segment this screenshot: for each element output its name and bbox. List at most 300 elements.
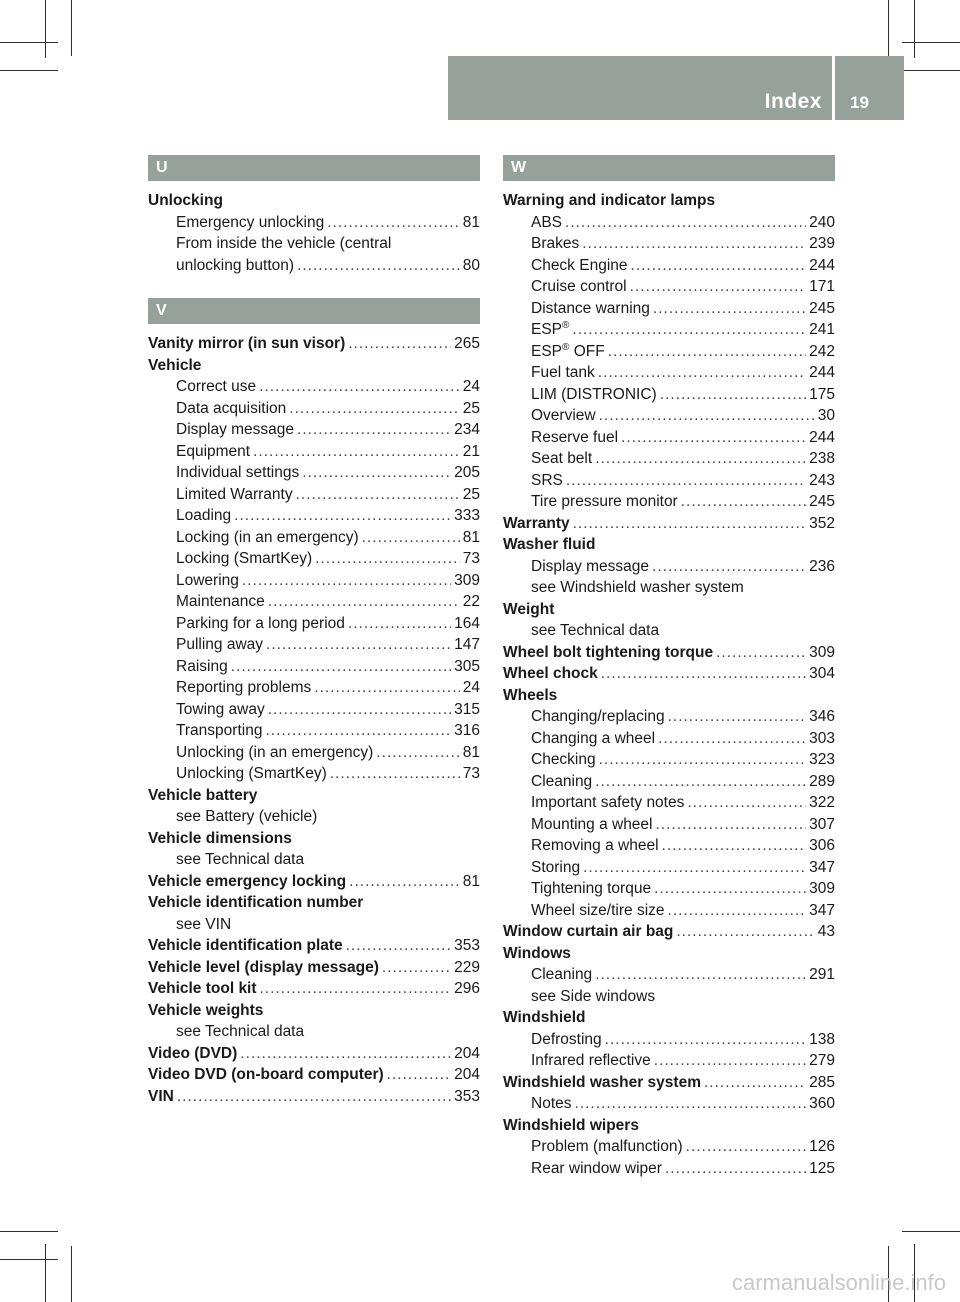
page-reference[interactable]: 303	[809, 729, 835, 747]
entry-label: Individual settings	[176, 464, 300, 481]
entry-label: see Technical data	[531, 622, 660, 639]
entry-text	[531, 1158, 662, 1180]
dot-leader	[621, 427, 806, 449]
page-reference[interactable]: 304	[809, 665, 835, 682]
index-subentry[interactable]	[503, 491, 835, 513]
page-reference[interactable]: 234	[454, 421, 480, 438]
dot-leader	[296, 484, 460, 506]
index-subentry[interactable]	[148, 212, 480, 234]
entry-text	[531, 341, 605, 363]
index-subentry[interactable]	[503, 276, 835, 298]
index-subentry[interactable]	[503, 706, 835, 728]
entry-text	[531, 405, 596, 427]
page-reference[interactable]: 245	[809, 493, 835, 510]
dot-leader	[573, 513, 807, 535]
page-reference[interactable]: 307	[809, 815, 835, 833]
entry-label: Vehicle identification plate	[148, 937, 343, 954]
page-reference[interactable]: 309	[454, 571, 480, 589]
index-entry	[503, 1007, 835, 1029]
entry-label: Problem (malfunction)	[531, 1138, 683, 1155]
entry-text	[503, 601, 554, 618]
index-subentry[interactable]	[503, 728, 835, 750]
entry-text	[531, 470, 563, 492]
entry-text	[148, 1064, 384, 1086]
index-subentry[interactable]	[503, 255, 835, 277]
page-reference[interactable]: 243	[809, 471, 835, 489]
entry-label: Cleaning	[531, 772, 593, 790]
page-reference[interactable]: 239	[809, 235, 835, 252]
index-subentry[interactable]	[148, 505, 480, 527]
dot-leader	[599, 405, 815, 427]
dot-leader	[253, 441, 460, 463]
dot-leader	[268, 591, 460, 613]
index-subentry[interactable]	[148, 656, 480, 678]
page-reference[interactable]: 236	[809, 557, 835, 575]
page-reference[interactable]: 265	[454, 335, 480, 352]
entry-text	[148, 1002, 263, 1019]
page-reference[interactable]: 24	[462, 679, 480, 696]
index-subentry[interactable]	[503, 556, 835, 578]
entry-label: Wheel size/tire size	[531, 901, 665, 919]
entry-text	[531, 255, 628, 277]
entry-text	[176, 763, 327, 785]
entry-text	[531, 212, 562, 234]
index-subentry[interactable]	[503, 233, 835, 255]
entry-label: Data acquisition	[176, 399, 287, 417]
page-reference[interactable]: 25	[462, 485, 480, 503]
entry-label: Changing/replacing	[531, 708, 665, 725]
page-reference[interactable]: 244	[809, 364, 835, 381]
index-entry[interactable]	[503, 663, 835, 685]
entry-label: unlocking button)	[176, 256, 295, 274]
page-reference[interactable]: 360	[809, 1095, 835, 1112]
entry-label: Vehicle dimensions	[148, 829, 292, 847]
index-subentry[interactable]	[503, 900, 835, 922]
page-title: Index	[764, 90, 822, 113]
entry-label: Limited Warranty	[176, 485, 293, 503]
entry-text	[531, 900, 665, 922]
index-subentry[interactable]	[148, 484, 480, 506]
dot-leader	[582, 233, 806, 255]
section-gap	[148, 276, 480, 298]
page-reference[interactable]: 204	[454, 1044, 480, 1062]
entry-text	[531, 792, 684, 814]
page-reference[interactable]: 242	[809, 342, 835, 360]
entry-text	[503, 1117, 639, 1134]
index-entry	[503, 943, 835, 965]
entry-label: Vehicle level (display message)	[148, 958, 379, 976]
entry-label: see VIN	[176, 915, 232, 933]
entry-label: Check Engine	[531, 256, 628, 274]
page-reference[interactable]: 279	[809, 1052, 835, 1069]
index-entry	[148, 892, 480, 914]
entry-label: ESP	[531, 342, 563, 360]
index-subentry[interactable]	[503, 427, 835, 449]
index-subentry[interactable]	[148, 398, 480, 420]
dot-leader	[575, 1093, 807, 1115]
entry-text	[176, 1023, 304, 1040]
entry-text	[148, 1086, 174, 1108]
crop-mark	[0, 1231, 58, 1232]
entry-text	[176, 235, 391, 252]
page-reference[interactable]: 22	[462, 593, 480, 610]
index-subentry[interactable]	[503, 771, 835, 793]
index-subentry[interactable]	[148, 634, 480, 656]
entry-text	[176, 255, 294, 277]
entry-text	[176, 656, 228, 678]
entry-text	[176, 570, 239, 592]
page-reference[interactable]: 316	[454, 722, 480, 739]
index-subentry[interactable]	[148, 548, 480, 570]
index-subentry[interactable]	[148, 419, 480, 441]
entry-label: Video DVD (on-board computer)	[148, 1066, 384, 1083]
dot-leader	[348, 333, 451, 355]
page-reference[interactable]: 291	[809, 966, 835, 983]
dot-leader	[630, 276, 807, 298]
page-reference[interactable]: 43	[817, 923, 835, 940]
index-entry[interactable]	[148, 935, 480, 957]
index-entry	[148, 828, 480, 850]
entry-label: Vehicle identification number	[148, 894, 364, 911]
entry-text	[176, 398, 286, 420]
index-subentry[interactable]	[503, 964, 835, 986]
crop-mark	[71, 1246, 72, 1302]
entry-text	[176, 441, 250, 463]
index-entry[interactable]	[148, 1043, 480, 1065]
entry-label: Brakes	[531, 235, 580, 252]
entry-label: Notes	[531, 1095, 572, 1112]
index-subentry[interactable]	[503, 448, 835, 470]
index-subentry[interactable]	[503, 1050, 835, 1072]
dot-leader	[268, 699, 451, 721]
entry-label: Vehicle battery	[148, 786, 258, 804]
index-subentry	[148, 914, 480, 936]
entry-label: Unlocking	[148, 192, 223, 209]
index-subentry[interactable]	[503, 212, 835, 234]
entry-label: ESP	[531, 321, 563, 338]
entry-label: Equipment	[176, 442, 251, 460]
page-reference[interactable]: 305	[454, 657, 480, 675]
entry-text	[176, 808, 317, 825]
index-entry[interactable]	[148, 1086, 480, 1108]
entry-label: Windshield washer system	[503, 1073, 701, 1091]
index-entry[interactable]	[503, 513, 835, 535]
dot-leader	[681, 491, 806, 513]
entry-text	[531, 835, 659, 857]
entry-text	[531, 427, 618, 449]
page-reference[interactable]: 347	[809, 901, 835, 919]
dot-leader	[686, 1136, 807, 1158]
page-reference[interactable]: 80	[462, 256, 480, 274]
dot-leader	[676, 921, 814, 943]
dot-leader	[653, 298, 806, 320]
dot-leader	[242, 570, 451, 592]
entry-text	[148, 1043, 237, 1065]
entry-text	[531, 1029, 602, 1051]
page-reference[interactable]: 81	[462, 872, 480, 890]
index-subentry[interactable]	[503, 1029, 835, 1051]
page-reference[interactable]: 244	[809, 256, 835, 274]
entry-text	[176, 212, 324, 234]
crop-mark	[0, 70, 58, 71]
entry-label: LIM (DISTRONIC)	[531, 385, 657, 403]
page-reference[interactable]: 309	[809, 643, 835, 661]
entry-text	[531, 1050, 651, 1072]
dot-leader	[234, 505, 451, 527]
page-reference[interactable]: 241	[809, 321, 835, 338]
index-subentry[interactable]	[503, 319, 835, 341]
page-reference[interactable]: 306	[809, 837, 835, 854]
entry-label: Changing a wheel	[531, 729, 656, 747]
dot-leader	[656, 814, 807, 836]
index-column-right	[503, 155, 835, 1179]
entry-label: Tightening torque	[531, 880, 652, 897]
page-reference[interactable]: 285	[809, 1073, 835, 1091]
entry-text	[148, 978, 257, 1000]
page-reference[interactable]: 333	[454, 507, 480, 524]
page-reference[interactable]: 289	[809, 772, 835, 790]
index-subentry[interactable]	[503, 341, 835, 363]
dot-leader	[177, 1086, 451, 1108]
entry-label: Display message	[176, 421, 295, 438]
index-subentry[interactable]	[503, 749, 835, 771]
page-reference[interactable]: 126	[809, 1138, 835, 1155]
page-reference[interactable]: 353	[454, 1087, 480, 1105]
page-reference[interactable]: 353	[454, 937, 480, 954]
page-reference[interactable]: 81	[462, 743, 480, 761]
dot-leader	[631, 255, 807, 277]
index-subentry[interactable]	[503, 298, 835, 320]
dot-leader	[259, 376, 460, 398]
dot-leader	[660, 384, 806, 406]
entry-label: Important safety notes	[531, 794, 685, 811]
entry-text	[176, 591, 265, 613]
entry-text	[148, 935, 343, 957]
dot-leader	[240, 1043, 451, 1065]
entry-label: Fuel tank	[531, 364, 595, 381]
entry-label: Overview	[531, 407, 596, 424]
index-subentry[interactable]	[503, 384, 835, 406]
dot-leader	[704, 1072, 806, 1094]
index-subentry[interactable]	[148, 441, 480, 463]
index-entry[interactable]	[503, 642, 835, 664]
page-reference[interactable]: 204	[454, 1066, 480, 1083]
index-subentry[interactable]	[148, 742, 480, 764]
entry-label: Video (DVD)	[148, 1044, 238, 1062]
page-reference[interactable]: 147	[454, 636, 480, 653]
dot-leader	[668, 900, 807, 922]
section-letter-header: V	[148, 298, 480, 324]
dot-leader	[566, 470, 806, 492]
entry-text	[531, 1136, 683, 1158]
index-subentry[interactable]	[148, 677, 480, 699]
index-column-left	[148, 155, 480, 1107]
entry-text	[503, 642, 713, 664]
watermark: carmanualsonline.info	[731, 1270, 946, 1295]
page-reference[interactable]: 175	[809, 385, 835, 403]
index-entry	[503, 685, 835, 707]
entry-text	[148, 333, 345, 355]
index-entry[interactable]	[503, 921, 835, 943]
dot-leader	[362, 527, 460, 549]
entry-label: VIN	[148, 1087, 174, 1105]
entry-text	[531, 319, 569, 341]
index-subentry[interactable]	[148, 763, 480, 785]
index-entry[interactable]	[148, 978, 480, 1000]
index-subentry[interactable]	[503, 362, 835, 384]
crop-mark	[45, 1244, 46, 1302]
entry-label: Vehicle tool kit	[148, 980, 257, 997]
dot-leader	[387, 1064, 451, 1086]
entry-text	[503, 1072, 701, 1094]
page-reference[interactable]: 238	[809, 450, 835, 467]
page-reference[interactable]: 323	[809, 751, 835, 768]
index-subentry[interactable]	[503, 470, 835, 492]
entry-label: Correct use	[176, 378, 257, 395]
entry-label: Lowering	[176, 571, 239, 589]
dot-leader	[595, 771, 806, 793]
index-subentry[interactable]	[148, 527, 480, 549]
entry-text	[148, 871, 346, 893]
index-subentry[interactable]	[148, 462, 480, 484]
entry-label: Reserve fuel	[531, 428, 619, 446]
entry-text	[176, 851, 304, 868]
entry-label: Cruise control	[531, 278, 627, 295]
dot-leader	[572, 319, 806, 341]
dot-leader	[687, 792, 806, 814]
entry-text	[503, 513, 570, 535]
entry-text	[531, 362, 595, 384]
entry-label: Pulling away	[176, 636, 264, 653]
page-reference[interactable]: 240	[809, 213, 835, 231]
entry-label: Locking (in an emergency)	[176, 528, 359, 546]
page-reference[interactable]: 81	[462, 213, 480, 231]
index-subentry	[148, 849, 480, 871]
index-subentry	[503, 986, 835, 1008]
entry-text	[176, 720, 262, 742]
page-reference[interactable]: 309	[809, 880, 835, 897]
dot-leader	[595, 448, 806, 470]
index-entry[interactable]	[503, 1072, 835, 1094]
entry-label: Tire pressure monitor	[531, 493, 678, 510]
entry-label: Reporting problems	[176, 679, 312, 696]
page-reference[interactable]: 81	[462, 528, 480, 546]
entry-text	[531, 988, 655, 1005]
page-reference[interactable]: 30	[817, 407, 835, 424]
entry-label: Wheel bolt tightening torque	[503, 643, 714, 661]
index-subentry[interactable]	[503, 792, 835, 814]
index-subentry[interactable]	[148, 570, 480, 592]
page-reference[interactable]: 245	[809, 299, 835, 317]
entry-text	[531, 276, 627, 298]
index-subentry[interactable]	[503, 1136, 835, 1158]
index-subentry[interactable]	[503, 857, 835, 879]
index-subentry[interactable]	[503, 1093, 835, 1115]
page-reference[interactable]: 229	[454, 958, 480, 976]
index-subentry[interactable]	[148, 591, 480, 613]
entry-text	[148, 357, 201, 374]
index-entry[interactable]	[148, 333, 480, 355]
entry-text	[503, 687, 557, 704]
page-reference[interactable]: 24	[462, 378, 480, 395]
entry-label: Washer fluid	[503, 536, 596, 553]
entry-text	[176, 505, 231, 527]
page-reference[interactable]: 138	[809, 1030, 835, 1048]
section-letter-header: U	[148, 155, 480, 181]
page-reference[interactable]: 25	[462, 399, 480, 417]
entry-text	[503, 921, 673, 943]
page-reference[interactable]: 164	[454, 614, 480, 632]
page-reference[interactable]: 125	[809, 1159, 835, 1177]
index-subentry[interactable]	[148, 255, 480, 277]
page-reference[interactable]: 347	[809, 858, 835, 876]
index-subentry[interactable]	[503, 1158, 835, 1180]
index-subentry[interactable]	[148, 699, 480, 721]
entry-text	[531, 579, 744, 596]
crop-mark	[902, 1231, 960, 1232]
index-entry[interactable]	[148, 957, 480, 979]
entry-label: Seat belt	[531, 450, 593, 467]
dot-leader	[349, 871, 460, 893]
page-reference[interactable]: 244	[809, 428, 835, 446]
crop-mark	[914, 0, 915, 58]
page-reference[interactable]: 352	[809, 514, 835, 532]
registered-mark: ®	[562, 319, 570, 331]
entry-label: Loading	[176, 507, 232, 524]
page-reference[interactable]: 346	[809, 708, 835, 725]
index-entry	[148, 190, 480, 212]
page-reference[interactable]: 205	[454, 464, 480, 481]
index-entry[interactable]	[148, 871, 480, 893]
entry-text	[531, 814, 653, 836]
dot-leader	[327, 212, 460, 234]
index-subentry[interactable]	[503, 878, 835, 900]
page-reference[interactable]: 322	[809, 794, 835, 811]
index-subentry[interactable]	[503, 814, 835, 836]
dot-leader	[652, 556, 806, 578]
entry-text	[531, 771, 592, 793]
entry-label: Towing away	[176, 700, 265, 718]
index-subentry[interactable]	[148, 720, 480, 742]
index-subentry[interactable]	[148, 376, 480, 398]
page-reference[interactable]: 296	[454, 980, 480, 997]
page-number: 19	[850, 93, 869, 112]
entry-text	[148, 192, 223, 209]
entry-label: Windshield wipers	[503, 1116, 639, 1134]
entry-label: Distance warning	[531, 299, 650, 317]
entry-label: ABS	[531, 213, 563, 231]
index-subentry[interactable]	[503, 835, 835, 857]
index-entry	[503, 599, 835, 621]
index-entry[interactable]	[148, 1064, 480, 1086]
page-reference[interactable]: 73	[462, 765, 480, 782]
page-reference[interactable]: 171	[809, 278, 835, 295]
index-subentry[interactable]	[148, 613, 480, 635]
page-reference[interactable]: 315	[454, 700, 480, 718]
entry-text	[176, 916, 231, 933]
dot-leader	[289, 398, 459, 420]
page-reference[interactable]: 73	[462, 550, 480, 567]
page-reference[interactable]: 21	[462, 442, 480, 460]
entry-text	[531, 964, 592, 986]
dot-leader	[654, 878, 806, 900]
index-subentry[interactable]	[503, 405, 835, 427]
entry-label: Locking (SmartKey)	[176, 550, 313, 567]
dot-leader	[314, 677, 459, 699]
dot-leader	[382, 957, 451, 979]
dot-leader	[376, 742, 459, 764]
entry-label: Vehicle weights	[148, 1001, 264, 1019]
